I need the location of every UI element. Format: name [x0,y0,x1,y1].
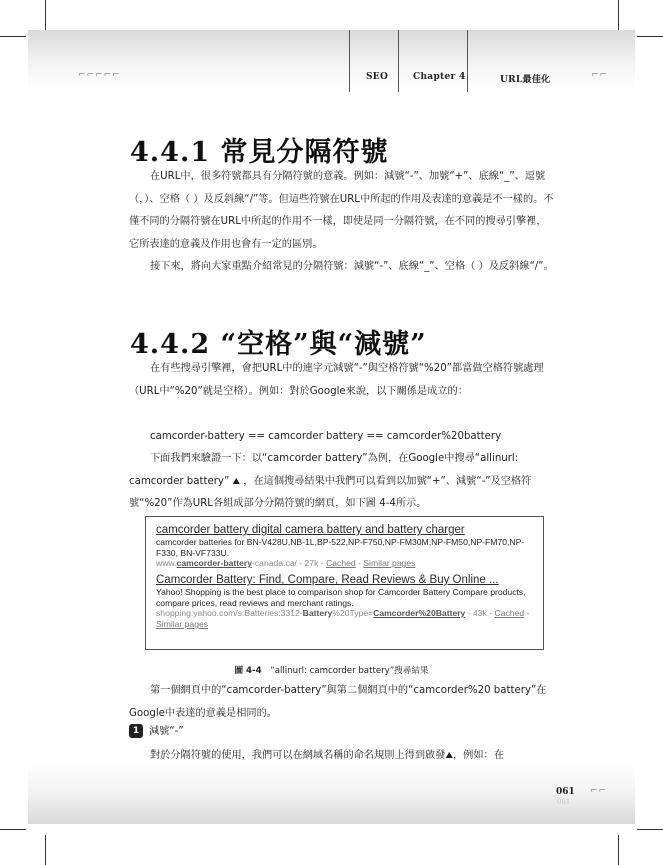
result-url: - 43k - [465,608,495,618]
result-url-bold: Battery [302,608,333,618]
mountain-icon: ⛰ [232,476,241,487]
search-result [156,523,533,569]
paragraph: 在有些搜尋引擎裡，會把URL中的連字元減號“-”與空格符號“%20”都當做空格符號處理（URL中“%20”就是空格）。例如：對於Google來說，以下關係是成立的： [129,363,544,397]
cached-link[interactable]: Cached [494,608,525,618]
result-title-link[interactable]: Camcorder Battery: Find, Compare, Read Reviews & Buy Online ... [156,574,499,586]
figure-caption-text: “allinurl: camcorder battery”搜尋結果 [270,666,429,676]
crop-mark [637,829,663,830]
bullet-text: 減號“-” [149,726,184,737]
crop-mark [637,36,663,37]
paragraph: 接下來，將向大家重點介紹常見的分隔符號：減號“-”、底線“_”、空格（ ）及反斜線“/”。 [150,261,554,272]
result-url-bold: Camcorder%20Battery [373,608,466,618]
paragraph-part: ，例如：在 [453,750,504,761]
paragraph-part: ，在這個搜尋結果中我們可以看到以加號“+”、減號“-”及空格符號“%20”作為URL各組成部分分隔符號的網頁，如下圖 4-4所示。 [129,475,532,509]
header-tab-chapter: Chapter 4 [413,72,466,82]
header-decoration: ⌐⌐ [591,70,609,80]
result-meta [156,558,533,569]
header-decoration: ⌐⌐⌐⌐⌐ [78,70,121,80]
similar-pages-link[interactable]: Similar pages [363,558,416,568]
header-separator [398,30,399,92]
cached-link[interactable]: Cached [326,558,356,568]
figure-caption-label: 圖 4-4 [234,666,262,676]
page-number-ghost: 061 [557,798,571,806]
similar-pages-link[interactable]: Similar pages [156,619,209,629]
crop-mark [45,0,46,30]
bullet-number: 1 [129,724,143,738]
search-results-figure [145,516,544,650]
result-snippet: Yahoo! Shopping is the best place to comparison shop for Camcorder Battery Compare products, compare prices, read reviews and merchant ratings. [156,587,526,608]
paragraph-part: 對於分隔符號的使用，我們可以在網域名稱的命名規則上得到啟發 [150,750,446,761]
page-number: 061 [556,787,575,797]
separator: - [355,558,364,568]
paragraph [129,448,554,516]
search-result [156,573,533,630]
paragraph: 第一個網頁中的“camcorder-battery”與第二個網頁中的“camcorder%20 battery”在Google中表達的意義是相同的。 [129,685,547,719]
result-url: shopping.yahoo.com/s:Batteries:3312- [156,608,303,618]
result-url: %20Type= [332,608,374,618]
result-url-bold: camcorder-battery [176,558,253,568]
code-line: camcorder-battery == camcorder battery == camcorder%20battery [150,431,502,442]
paragraph: 在URL中，很多符號都具有分隔符號的意義。例如：減號“-”、加號“+”、底線“_”、逗號（，）、空格（ ）及反斜線“/”等。但這些符號在URL中所起的作用及表達的意義是不一樣的。不僅不同的分隔符號在URL中所起的作用不一樣，即使是同一分隔符號，在不同的搜尋引擎裡，它所表達的意義及作用也會有一定的區別。 [129,171,554,250]
footer-band [28,762,635,824]
header-separator [349,30,350,92]
section-heading-441: 4.4.1 常見分隔符號 [130,137,389,168]
mountain-icon: ⛰ [445,751,453,761]
header-tab-seo: SEO [366,72,389,82]
crop-mark [0,36,26,37]
header-tab-url: URL最佳化 [500,75,551,85]
separator: - [524,608,530,618]
result-meta [156,608,533,630]
crop-mark [618,835,619,865]
section-heading-442: 4.4.2 “空格”與“減號” [130,329,427,360]
crop-mark [0,829,26,830]
bullet-heading [129,724,184,740]
crop-mark [45,835,46,865]
footer-decoration: ⌐⌐ [590,786,608,796]
result-url: www. [156,558,177,568]
paragraph-part: 下面我們來驗證一下：以“camcorder battery”為例，在Google中搜尋“allinurl: camcorder battery” [129,453,519,487]
result-snippet: camcorder batteries for BN-V428U,NB-1L,BP-522,NP-F750,NP-FM30M,NP-FM50,NP-FM70,NP-F330, BN-VF733U. [156,537,525,558]
crop-mark [618,0,619,30]
result-url: -canada.ca/ - 27k - [252,558,327,568]
header-separator [467,30,468,92]
figure-caption [0,664,663,676]
result-title-link[interactable]: camcorder battery digital camera battery and battery charger [156,524,465,536]
